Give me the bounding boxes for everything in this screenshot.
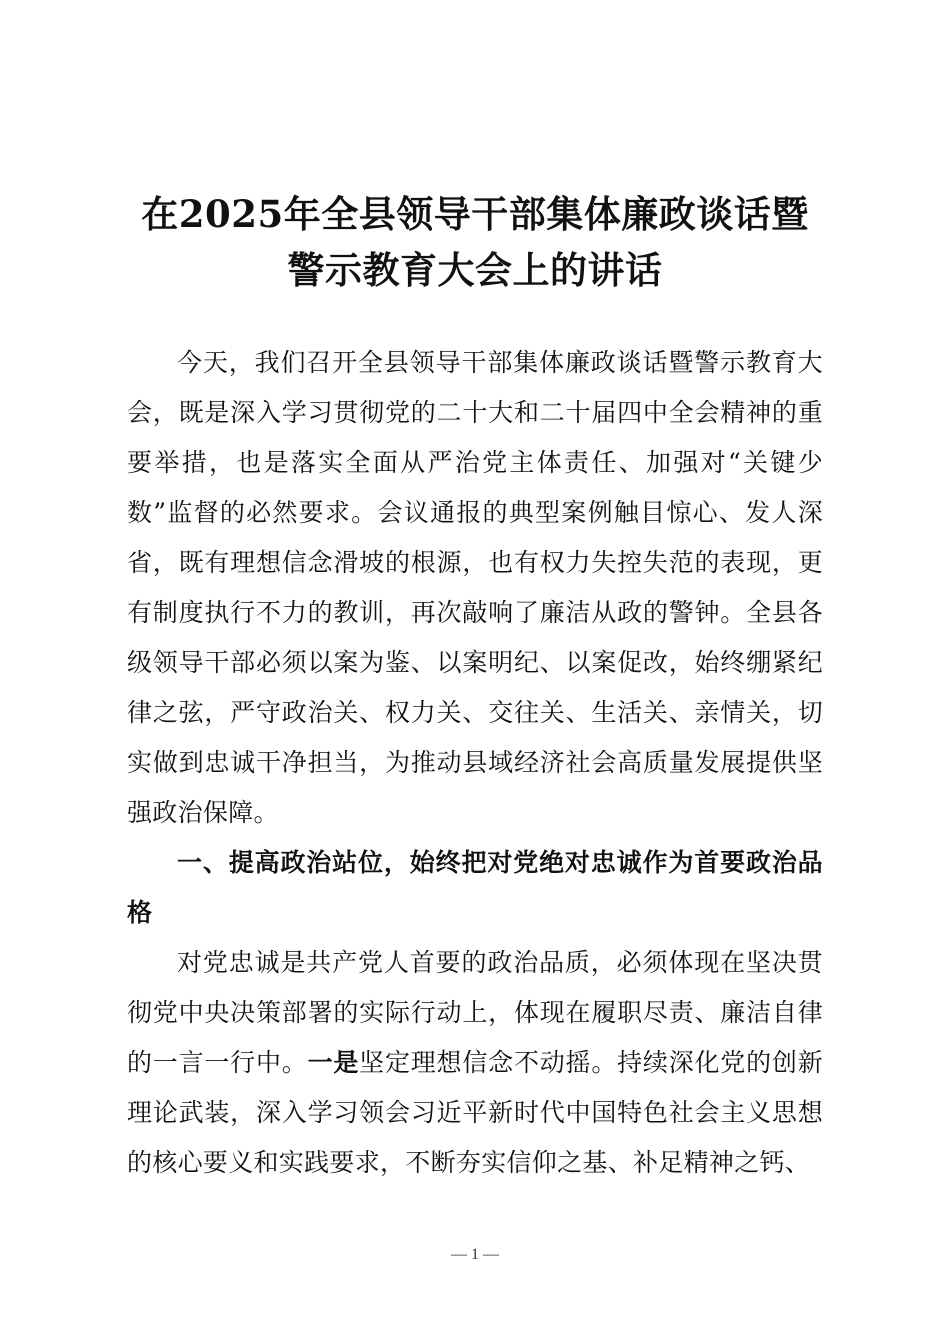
document-title <box>90 186 860 298</box>
title-line-1: 在2025年全县领导干部集体廉政谈话暨 <box>141 192 809 236</box>
page-number: — 1 — <box>451 1246 499 1263</box>
section-1-paragraph <box>127 938 823 1188</box>
title-line-2: 警示教育大会上的讲话 <box>287 248 663 292</box>
section-heading-1: 一、提高政治站位，始终把对党绝对忠诚作为首要政治品格 <box>127 848 823 927</box>
intro-paragraph: 今天，我们召开全县领导干部集体廉政谈话暨警示教育大会，既是深入学习贯彻党的二十大和二十届四中全会精神的重要举措，也是落实全面从严治党主体责任、加强对“关键少数”监督的必然要求。会议通报的典型案例触目惊心、发人深省，既有理想信念滑坡的根源，也有权力失控失范的表现，更有制度执行不力的教训，再次敲响了廉洁从政的警钟。全县各级领导干部必须以案为鉴、以案明纪、以案促改，始终绷紧纪律之弦，严守政治关、权力关、交往关、生活关、亲情关，切实做到忠诚干净担当，为推动县域经济社会高质量发展提供坚强政治保障。 <box>127 348 823 827</box>
point-label: 一是 <box>307 1048 360 1077</box>
document-body <box>127 338 823 1188</box>
section-1-lead: 对党忠诚是共产党人首要的政治品质，必须体现在坚决贯彻党中央决策部署的实际行动上，体现在履职尽责、廉洁自律的一言一行中。 <box>127 948 823 1077</box>
point-text: 坚定理想信念不动摇。持续深化党的创新理论武装，深入学习领会习近平新时代中国特色社会主义思想的核心要义和实践要求，不断夯实信仰之基、补足精神之钙、 <box>127 1048 823 1177</box>
